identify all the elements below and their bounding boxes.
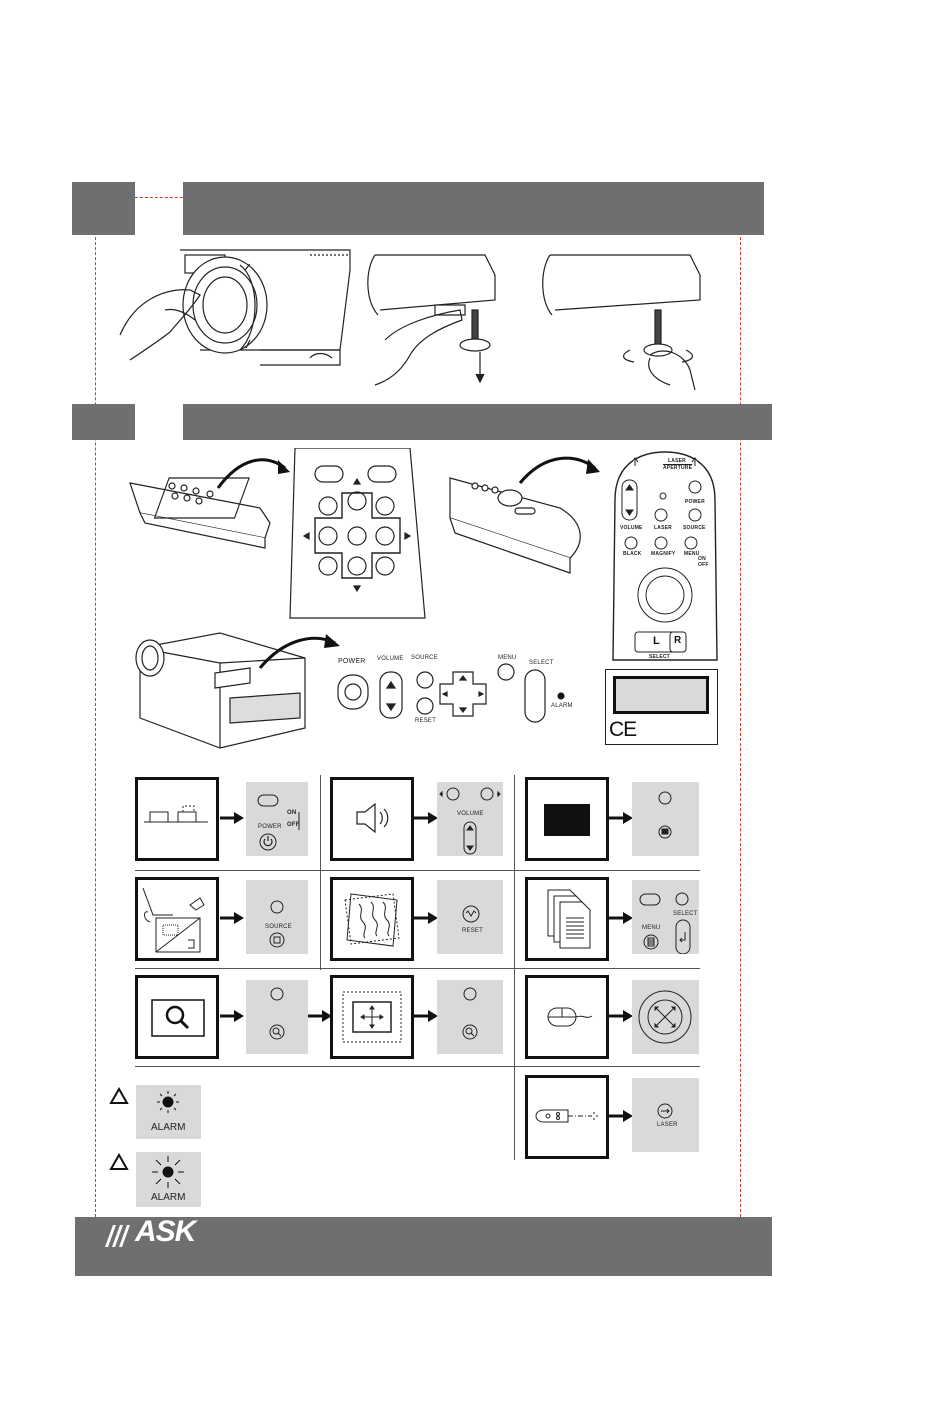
- power-off-label: OFF: [287, 822, 300, 828]
- power-step-label: POWER: [258, 824, 282, 830]
- remote-select-label: SELECT: [649, 654, 670, 660]
- source-step-label: SOURCE: [265, 924, 292, 930]
- arrow-to-remote-keypad: [520, 458, 595, 483]
- large-remote-illustration: [450, 478, 580, 573]
- menu-step-label: MENU: [642, 925, 661, 931]
- magnify-step-button-box: [246, 980, 308, 1054]
- magnify-step-figure: [135, 975, 219, 1059]
- grid-divider-h1: [135, 870, 700, 871]
- remote-black-label: BLACK: [623, 551, 642, 557]
- warning-triangle-icon: [109, 1153, 129, 1171]
- alarm-blinking-light-icon: [136, 1152, 201, 1190]
- black-step-figure: [525, 777, 609, 861]
- remote-power-label: POWER: [685, 499, 705, 505]
- laser-step-figure: [525, 1075, 609, 1159]
- source-step-button-box: [246, 880, 308, 954]
- remote-l-button-label: L: [653, 635, 660, 647]
- grid-divider-h3: [135, 1066, 700, 1067]
- menu-step-button-box: [632, 880, 699, 954]
- select-step-label: SELECT: [673, 911, 698, 917]
- grid-divider-h2: [135, 968, 700, 969]
- ask-logo: ASK: [135, 1215, 196, 1248]
- reset-step-figure: [330, 877, 414, 961]
- alarm-steady-label: ALARM: [151, 1122, 186, 1133]
- laser-step-button-box: [632, 1078, 699, 1152]
- power-step-button-box: [246, 782, 308, 856]
- section-2-number-tab: [72, 404, 135, 440]
- section-2-title-bar: [183, 404, 772, 440]
- pan-step-figure: [330, 975, 414, 1059]
- mouse-step-button-box: [632, 980, 699, 1054]
- logo-stripes-icon: [105, 1225, 135, 1247]
- laser-step-label: LASER: [657, 1122, 678, 1128]
- section-1-title-bar: [183, 182, 764, 235]
- remote-r-button-label: R: [674, 635, 682, 646]
- volume-step-button-box: [437, 782, 503, 856]
- remote-off-label: OFF: [698, 562, 709, 568]
- black-screen-icon: [544, 804, 590, 836]
- power-step-figure: [135, 777, 219, 861]
- rating-label-window: [613, 676, 709, 714]
- warning-triangle-icon: [109, 1087, 129, 1105]
- volume-step-figure: [330, 777, 414, 861]
- arrow-icon: [220, 808, 246, 828]
- remote-keypad-enlargement: [290, 448, 425, 618]
- remote-laser-label: LASER: [668, 458, 686, 464]
- alarm-blinking-label: ALARM: [151, 1192, 186, 1203]
- alarm-blinking-box: [136, 1152, 201, 1207]
- remote-aperture-label: APERTURE: [663, 465, 693, 471]
- remote-keypad-right: [605, 450, 725, 665]
- arrow-icon: [220, 1006, 246, 1026]
- ce-mark: CE: [609, 718, 637, 741]
- focus-lens-illustration: [120, 250, 350, 365]
- rating-label-box: [605, 669, 718, 745]
- pan-step-button-box: [437, 980, 503, 1054]
- volume-step-label: VOLUME: [457, 811, 484, 817]
- panel-alarm-label: ALARM: [551, 703, 573, 709]
- remote-magnify-label: MAGNIFY: [651, 551, 676, 557]
- alarm-steady-light-icon: [136, 1085, 201, 1119]
- remote-volume-label: VOLUME: [620, 525, 643, 531]
- footer-bar: [75, 1217, 772, 1276]
- source-step-figure: [135, 877, 219, 961]
- grid-divider-v1: [320, 775, 321, 970]
- alarm-steady-box: [136, 1085, 201, 1139]
- panel-reset-label: RESET: [415, 718, 437, 724]
- menu-step-figure: [525, 877, 609, 961]
- remote-laser2-label: LASER: [654, 525, 672, 531]
- panel-source-label: SOURCE: [411, 655, 438, 661]
- small-remote-illustration: [130, 478, 270, 548]
- panel-volume-label: VOLUME: [377, 656, 404, 662]
- foot-release-illustration: [368, 255, 495, 385]
- reset-step-button-box: [437, 880, 503, 954]
- reset-step-label: RESET: [462, 928, 484, 934]
- remote-menu-label: MENU: [684, 551, 700, 557]
- mouse-step-figure: [525, 975, 609, 1059]
- remote-source-label: SOURCE: [683, 525, 706, 531]
- black-step-button-box: [632, 782, 699, 856]
- remote-on-label: ON: [698, 556, 706, 562]
- panel-menu-label: MENU: [498, 655, 517, 661]
- foot-adjust-illustration: [543, 255, 700, 390]
- section-1-number-tab: [72, 182, 135, 235]
- lens-and-feet-illustrations: [110, 240, 730, 390]
- arrow-icon: [220, 908, 246, 928]
- arrow-to-keypad: [218, 460, 285, 488]
- panel-select-label: SELECT: [529, 660, 554, 666]
- power-on-label: ON: [287, 810, 297, 816]
- panel-power-label: POWER: [338, 658, 366, 665]
